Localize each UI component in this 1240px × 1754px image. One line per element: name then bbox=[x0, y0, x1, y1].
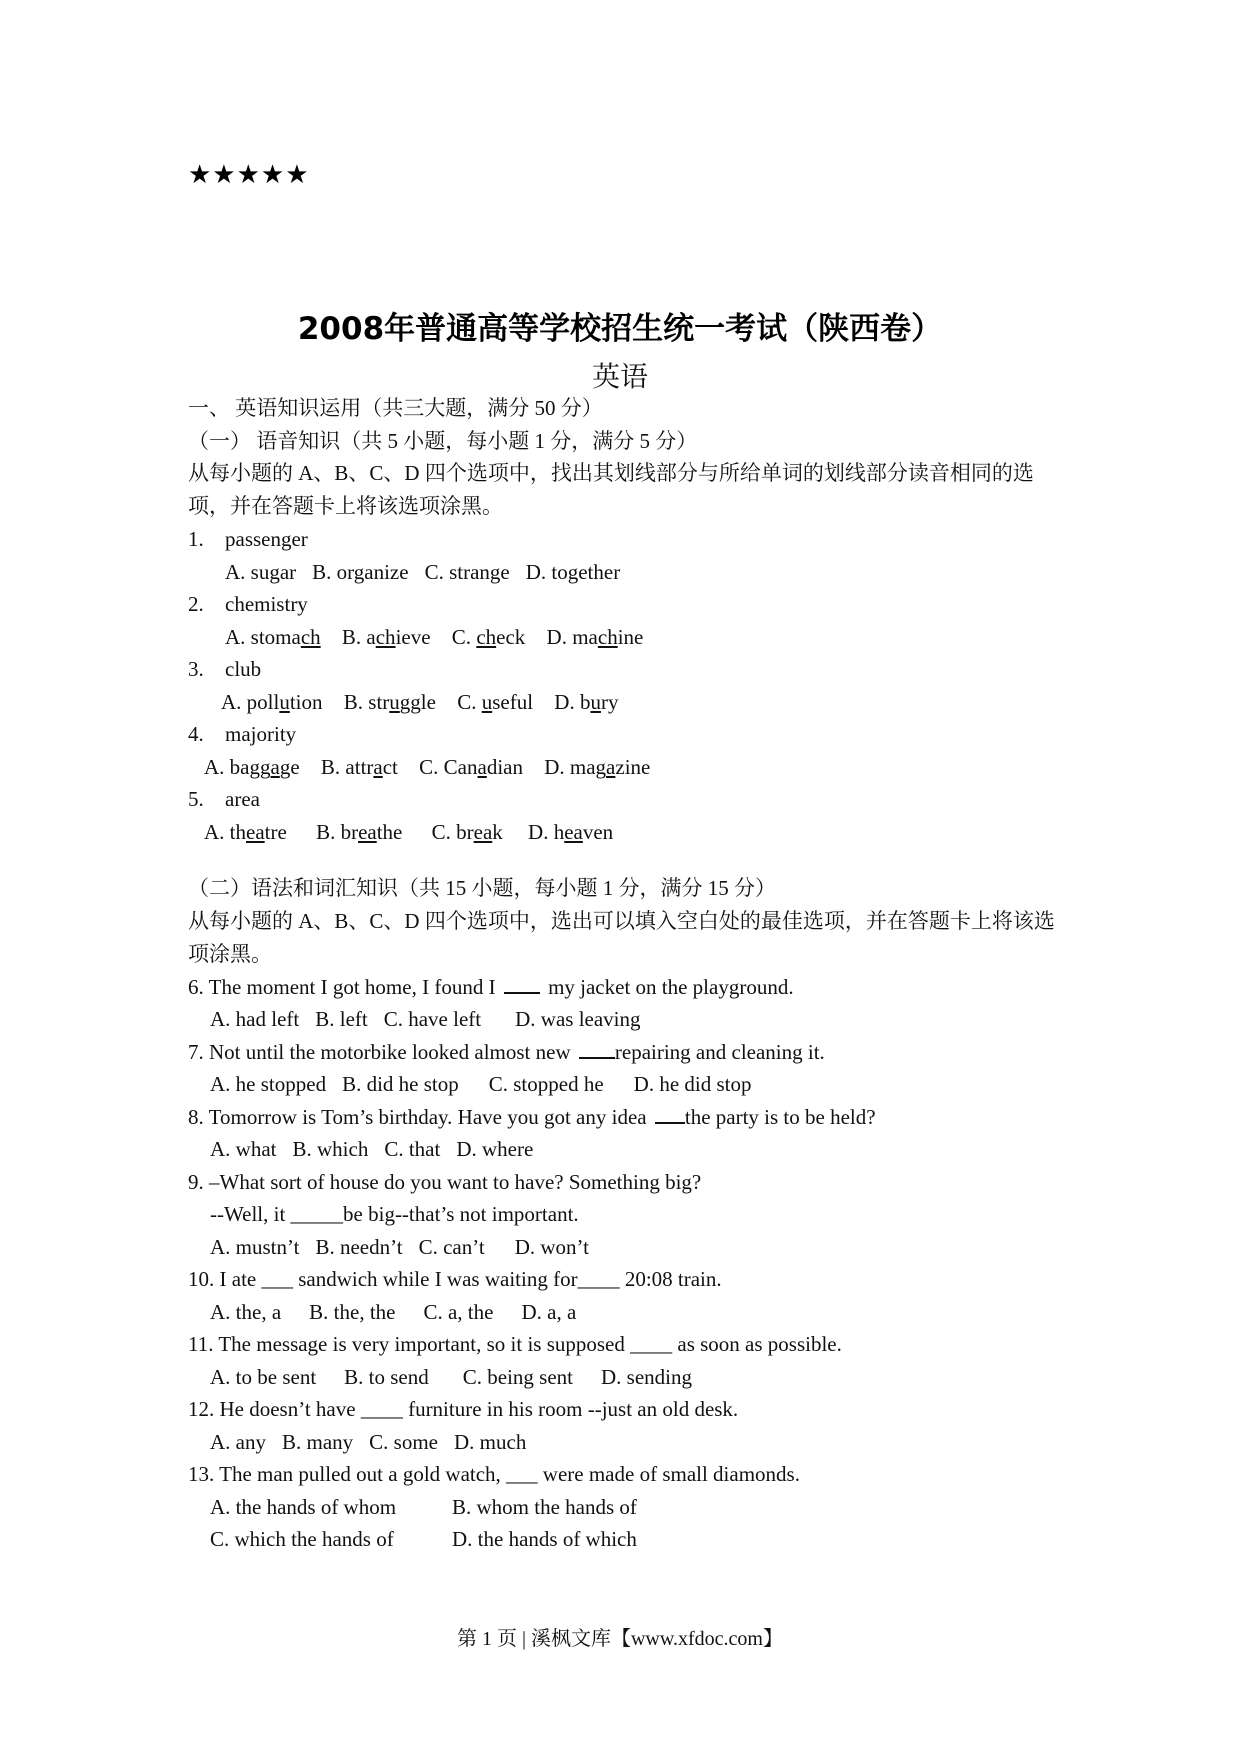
option-a: A. sugar bbox=[225, 559, 297, 584]
part-heading: （二）语法和词汇知识（共 15 小题，每小题 1 分，满分 15 分） bbox=[188, 876, 776, 900]
underlined-part: u bbox=[590, 689, 601, 714]
option-b: B. organize bbox=[312, 559, 409, 584]
page-title: 2008年普通高等学校招生统一考试（陕西卷） bbox=[297, 311, 943, 347]
question-text: repairing and cleaning it. bbox=[614, 1039, 825, 1064]
option-b bbox=[321, 751, 398, 784]
question-text: 8. Tomorrow is Tom’s birthday. Have you got any idea bbox=[188, 1104, 647, 1129]
star-rating: ★★★★★ bbox=[188, 160, 310, 189]
option-d: D. he did stop bbox=[633, 1072, 752, 1096]
option-text: ct bbox=[382, 754, 398, 779]
option-c bbox=[432, 816, 503, 849]
question-options bbox=[188, 1003, 1068, 1036]
question-stem bbox=[188, 1036, 1068, 1069]
answer-blank bbox=[655, 1104, 685, 1124]
option-text: tion bbox=[289, 689, 323, 714]
option-text: D. ma bbox=[546, 624, 598, 649]
option-text: the bbox=[376, 819, 403, 844]
option-d: D. where bbox=[456, 1137, 534, 1161]
question-stem: 12. He doesn’t have ____ furniture in his room --just an old desk. bbox=[188, 1397, 739, 1421]
question-stem-reply: --Well, it _____be big--that’s not important. bbox=[210, 1202, 579, 1226]
question-stem bbox=[188, 971, 1068, 1004]
option-c: C. being sent bbox=[462, 1364, 573, 1389]
option-b: B. to send bbox=[344, 1364, 429, 1389]
option-a: A. any bbox=[210, 1429, 266, 1454]
question-options bbox=[188, 556, 1068, 589]
question-options bbox=[188, 621, 1068, 654]
question-text: my jacket on the playground. bbox=[548, 974, 794, 999]
option-text: D. mag bbox=[544, 754, 607, 779]
question-number: 4. bbox=[188, 722, 204, 746]
question-word: chemistry bbox=[225, 592, 308, 616]
option-text: dian bbox=[486, 754, 523, 779]
option-d bbox=[544, 751, 650, 784]
option-c bbox=[452, 621, 526, 654]
question-options bbox=[188, 1231, 1068, 1264]
question-stem bbox=[188, 1101, 1068, 1134]
part-instruction: 从每小题的 A、B、C、D 四个选项中，找出其划线部分与所给单词的划线部分读音相同的选项，并在答题卡上将该选项涂黑。 bbox=[188, 461, 1034, 518]
question-text: 7. Not until the motorbike looked almost new bbox=[188, 1039, 571, 1064]
option-text: B. a bbox=[341, 624, 376, 649]
option-text: ven bbox=[582, 819, 614, 844]
option-d: D. much bbox=[454, 1429, 527, 1454]
option-b bbox=[342, 621, 431, 654]
underlined-part: ch bbox=[375, 624, 396, 649]
question-stem bbox=[188, 588, 1068, 621]
question-options bbox=[188, 1523, 1068, 1556]
option-text: B. br bbox=[316, 819, 359, 844]
question-options bbox=[188, 816, 1068, 849]
option-b: B. the, the bbox=[309, 1299, 396, 1324]
option-text: ge bbox=[279, 754, 300, 779]
option-a: A. the, a bbox=[210, 1299, 282, 1324]
question-options bbox=[188, 1296, 1068, 1329]
option-text: A. bagg bbox=[204, 754, 271, 779]
question-stem bbox=[188, 653, 1068, 686]
option-d bbox=[554, 686, 618, 719]
question-word: passenger bbox=[225, 527, 308, 551]
underlined-part: a bbox=[477, 754, 487, 779]
option-c bbox=[457, 686, 533, 719]
question-number: 3. bbox=[188, 657, 204, 681]
option-c: C. which the hands of bbox=[210, 1527, 394, 1551]
option-c: C. have left bbox=[383, 1007, 482, 1031]
option-text: C. br bbox=[431, 819, 474, 844]
question-word: club bbox=[225, 657, 262, 681]
option-text: ine bbox=[617, 624, 644, 649]
question-stem bbox=[188, 718, 1068, 751]
page-footer: 第 1 页 | 溪枫文库【www.xfdoc.com】 bbox=[456, 1628, 783, 1650]
question-options bbox=[188, 1361, 1068, 1394]
option-text: C. bbox=[451, 624, 477, 649]
option-a: A. to be sent bbox=[210, 1364, 317, 1389]
question-options bbox=[188, 1491, 1068, 1524]
option-d: D. was leaving bbox=[515, 1007, 641, 1031]
option-a: A. what bbox=[210, 1137, 277, 1161]
option-text: D. b bbox=[554, 689, 591, 714]
underlined-part: a bbox=[373, 754, 383, 779]
question-options bbox=[188, 1133, 1068, 1166]
option-c: C. that bbox=[384, 1137, 441, 1161]
underlined-part: ch bbox=[476, 624, 497, 649]
question-options bbox=[188, 1426, 1068, 1459]
option-d: D. a, a bbox=[521, 1299, 577, 1324]
option-text: D. h bbox=[528, 819, 565, 844]
underlined-part: a bbox=[270, 754, 280, 779]
question-number: 5. bbox=[188, 787, 204, 811]
subject-title: 英语 bbox=[591, 362, 648, 393]
option-d: D. sending bbox=[601, 1364, 692, 1389]
option-text: C. bbox=[457, 689, 482, 714]
question-stem: 9. –What sort of house do you want to have? Something big? bbox=[188, 1169, 702, 1194]
part-instruction: 从每小题的 A、B、C、D 四个选项中，选出可以填入空白处的最佳选项，并在答题卡上将该选项涂黑。 bbox=[188, 908, 1055, 966]
option-a: A. mustn’t bbox=[210, 1234, 300, 1259]
underlined-part: ea bbox=[564, 819, 583, 844]
option-a bbox=[225, 621, 321, 654]
question-number: 1. bbox=[188, 527, 204, 551]
underlined-part: ea bbox=[246, 819, 265, 844]
option-a bbox=[204, 751, 300, 784]
question-text: 6. The moment I got home, I found I bbox=[188, 974, 496, 999]
option-d bbox=[528, 816, 613, 849]
option-b: B. needn’t bbox=[315, 1234, 403, 1259]
option-d: D. together bbox=[525, 559, 621, 584]
option-a bbox=[221, 686, 323, 719]
option-text: seful bbox=[492, 689, 534, 714]
option-text: k bbox=[492, 819, 503, 844]
underlined-part: ea bbox=[358, 819, 377, 844]
option-b: B. whom the hands of bbox=[452, 1494, 637, 1519]
question-text: the party is to be held? bbox=[684, 1104, 876, 1129]
question-stem: 10. I ate ___ sandwich while I was waiting for____ 20:08 train. bbox=[188, 1267, 722, 1291]
option-text: ggle bbox=[399, 689, 436, 714]
option-b: B. which bbox=[292, 1137, 369, 1161]
option-a: A. he stopped bbox=[210, 1072, 327, 1096]
question-stem bbox=[188, 523, 1068, 556]
option-text: A. stoma bbox=[225, 624, 301, 649]
question-stem: 13. The man pulled out a gold watch, ___ were made of small diamonds. bbox=[188, 1462, 800, 1486]
question-options bbox=[188, 686, 1068, 719]
option-text: ieve bbox=[395, 624, 431, 649]
option-text: ry bbox=[600, 689, 619, 714]
question-word: majority bbox=[225, 722, 297, 746]
option-c: C. stopped he bbox=[488, 1072, 604, 1096]
option-b: B. left bbox=[315, 1007, 368, 1031]
option-text: B. attr bbox=[320, 754, 374, 779]
question-number: 2. bbox=[188, 592, 204, 616]
option-c: C. can’t bbox=[418, 1234, 485, 1259]
question-stem: 11. The message is very important, so it is supposed ____ as soon as possible. bbox=[188, 1332, 842, 1356]
option-c: C. a, the bbox=[423, 1299, 494, 1324]
section-heading: 一、 英语知识运用（共三大题，满分 50 分） bbox=[188, 396, 603, 420]
option-a: A. had left bbox=[210, 1007, 300, 1031]
answer-blank bbox=[504, 974, 540, 994]
option-d: D. won’t bbox=[514, 1234, 589, 1259]
question-options bbox=[188, 751, 1068, 784]
option-d bbox=[547, 621, 644, 654]
underlined-part: u bbox=[481, 689, 493, 714]
part-heading: （一） 语音知识（共 5 小题，每小题 1 分，满分 5 分） bbox=[188, 428, 698, 453]
option-d: D. the hands of which bbox=[452, 1527, 637, 1551]
option-c: C. strange bbox=[424, 559, 510, 584]
option-text: eck bbox=[496, 624, 526, 649]
answer-blank bbox=[579, 1039, 615, 1059]
option-text: B. str bbox=[343, 689, 390, 714]
option-b: B. many bbox=[282, 1429, 354, 1454]
underlined-part: ch bbox=[300, 624, 321, 649]
exam-content bbox=[188, 392, 1068, 1556]
option-b: B. did he stop bbox=[342, 1072, 459, 1096]
underlined-part: ch bbox=[597, 624, 618, 649]
question-options bbox=[188, 1068, 1068, 1101]
underlined-part: ea bbox=[473, 819, 493, 844]
option-b bbox=[316, 816, 402, 849]
option-c bbox=[419, 751, 523, 784]
option-text: A. th bbox=[204, 819, 246, 844]
option-text: C. Can bbox=[419, 754, 478, 779]
question-word: area bbox=[225, 787, 260, 811]
option-a bbox=[204, 816, 287, 849]
question-stem bbox=[188, 783, 1068, 816]
underlined-part: u bbox=[279, 689, 290, 714]
option-text: zine bbox=[615, 754, 651, 779]
section-spacer bbox=[188, 848, 1068, 872]
option-b bbox=[344, 686, 436, 719]
option-text: tre bbox=[264, 819, 287, 844]
underlined-part: u bbox=[389, 689, 400, 714]
option-c: C. some bbox=[369, 1429, 439, 1454]
underlined-part: a bbox=[606, 754, 616, 779]
option-text: A. poll bbox=[221, 689, 280, 714]
option-a: A. the hands of whom bbox=[210, 1494, 397, 1519]
